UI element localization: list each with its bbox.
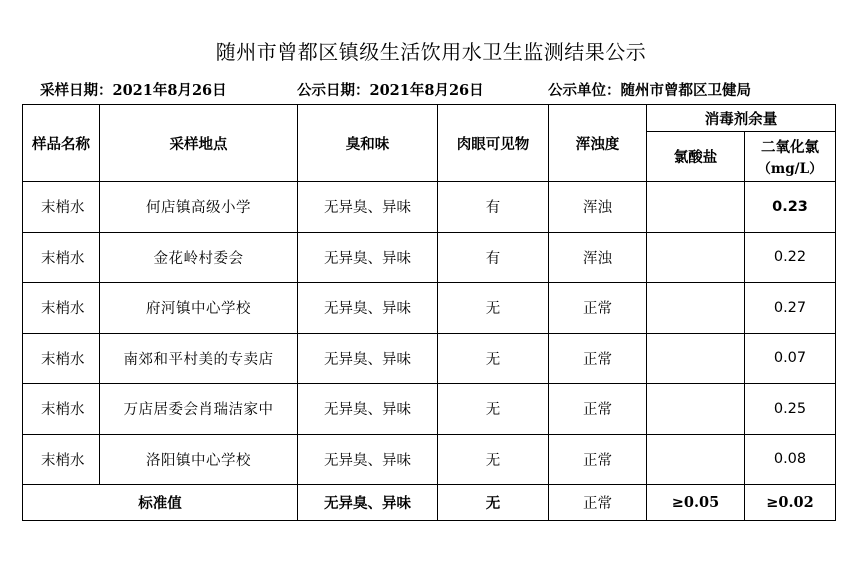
cell-chlorate [647, 232, 745, 283]
cell-sample-name: 末梢水 [23, 232, 100, 283]
page-title: 随州市曾都区镇级生活饮用水卫生监测结果公示 [215, 40, 647, 64]
publish-date: 公示日期：2021年8月26日 [297, 82, 484, 99]
cell-chlorine-dioxide: 0.08 [745, 434, 836, 485]
cell-odor: 无异臭、异味 [298, 232, 438, 283]
standard-label: 标准值 [23, 485, 298, 521]
cell-location: 府河镇中心学校 [100, 283, 298, 334]
cell-sample-name: 末梢水 [23, 384, 100, 435]
sampling-date: 采样日期：2021年8月26日 [40, 82, 227, 99]
table-row [23, 232, 836, 283]
cell-chlorate [647, 182, 745, 233]
cell-turbidity: 浑浊 [549, 232, 647, 283]
cell-visible: 无 [438, 333, 549, 384]
cell-turbidity: 正常 [549, 434, 647, 485]
standard-turbidity: 正常 [549, 485, 647, 521]
standard-row [23, 485, 836, 521]
header-location: 采样地点 [100, 105, 298, 182]
cell-visible: 无 [438, 384, 549, 435]
cell-odor: 无异臭、异味 [298, 333, 438, 384]
cell-turbidity: 正常 [549, 283, 647, 334]
cell-sample-name: 末梢水 [23, 434, 100, 485]
table-row [23, 384, 836, 435]
header-disinfectant: 消毒剂余量 [647, 105, 836, 132]
cell-chlorate [647, 333, 745, 384]
standard-chlorate: ≥0.05 [647, 485, 745, 521]
cell-chlorine-dioxide: 0.07 [745, 333, 836, 384]
standard-odor: 无异臭、异味 [298, 485, 438, 521]
cell-sample-name: 末梢水 [23, 182, 100, 233]
cell-visible: 无 [438, 434, 549, 485]
table-row [23, 434, 836, 485]
cell-chlorate [647, 434, 745, 485]
cell-sample-name: 末梢水 [23, 283, 100, 334]
cell-chlorine-dioxide: 0.25 [745, 384, 836, 435]
cell-chlorine-dioxide: 0.23 [745, 182, 836, 233]
cell-turbidity: 浑浊 [549, 182, 647, 233]
header-sample-name: 样品名称 [23, 105, 100, 182]
cell-visible: 有 [438, 232, 549, 283]
cell-location: 洛阳镇中心学校 [100, 434, 298, 485]
cell-turbidity: 正常 [549, 384, 647, 435]
cell-odor: 无异臭、异味 [298, 182, 438, 233]
table-row [23, 283, 836, 334]
cell-turbidity: 正常 [549, 333, 647, 384]
table-row [23, 182, 836, 233]
standard-chlorine-dioxide: ≥0.02 [745, 485, 836, 521]
cell-sample-name: 末梢水 [23, 333, 100, 384]
cell-chlorine-dioxide: 0.22 [745, 232, 836, 283]
publisher: 公示单位：随州市曾都区卫健局 [548, 82, 751, 99]
standard-visible: 无 [438, 485, 549, 521]
cell-odor: 无异臭、异味 [298, 283, 438, 334]
cell-chlorine-dioxide: 0.27 [745, 283, 836, 334]
header-odor: 臭和味 [298, 105, 438, 182]
table-row [23, 333, 836, 384]
cell-visible: 有 [438, 182, 549, 233]
cell-location: 金花岭村委会 [100, 232, 298, 283]
header-turbidity: 浑浊度 [549, 105, 647, 182]
header-visible: 肉眼可见物 [438, 105, 549, 182]
cell-chlorate [647, 283, 745, 334]
header-chlorine-dioxide-name: 二氧化氯 [761, 139, 819, 156]
cell-location: 万店居委会肖瑞洁家中 [100, 384, 298, 435]
header-chlorine-dioxide [745, 132, 836, 182]
cell-visible: 无 [438, 283, 549, 334]
cell-location: 南郊和平村美的专卖店 [100, 333, 298, 384]
cell-location: 何店镇高级小学 [100, 182, 298, 233]
cell-odor: 无异臭、异味 [298, 434, 438, 485]
header-chlorine-dioxide-unit: （mg/L） [757, 161, 823, 177]
cell-chlorate [647, 384, 745, 435]
results-table [22, 104, 836, 521]
header-chlorate: 氯酸盐 [647, 132, 745, 182]
cell-odor: 无异臭、异味 [298, 384, 438, 435]
